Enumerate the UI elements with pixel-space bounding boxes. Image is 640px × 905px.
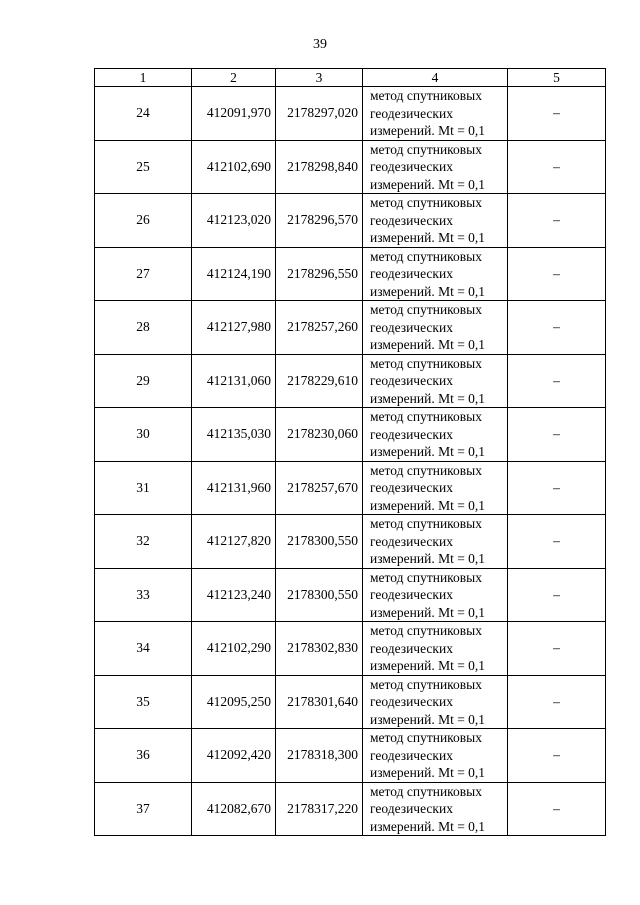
method-text-line: геодезических <box>370 319 453 335</box>
method-cell <box>363 568 508 622</box>
method-cell <box>363 461 508 515</box>
method-text-line: геодезических <box>370 426 453 442</box>
x-coordinate-cell: 412092,420 <box>192 729 276 783</box>
method-text-line: измерений. Mt = 0,1 <box>370 818 486 834</box>
x-coordinate-cell: 412127,980 <box>192 301 276 355</box>
note-cell: – <box>508 408 606 462</box>
point-number-cell: 33 <box>95 568 192 622</box>
x-coordinate-cell: 412082,670 <box>192 782 276 836</box>
method-cell <box>363 729 508 783</box>
point-number-cell: 32 <box>95 515 192 569</box>
table-row <box>95 729 606 783</box>
y-coordinate-cell: 2178257,260 <box>276 301 363 355</box>
table-row <box>95 622 606 676</box>
method-text-line: геодезических <box>370 694 453 709</box>
table-row <box>95 515 606 569</box>
point-number-cell: 30 <box>95 408 192 462</box>
table-row <box>95 301 606 355</box>
method-text-line: метод спутниковых <box>370 516 482 531</box>
x-coordinate-cell: 412124,190 <box>192 247 276 301</box>
method-cell <box>363 354 508 408</box>
method-text-line: метод спутниковых <box>370 88 482 103</box>
method-cell <box>363 622 508 676</box>
method-text-line: метод спутниковых <box>370 676 482 692</box>
point-number-cell: 36 <box>95 729 192 783</box>
y-coordinate-cell: 2178257,670 <box>276 461 363 515</box>
table-row <box>95 140 606 194</box>
method-text-line: геодезических <box>370 587 453 602</box>
y-coordinate-cell: 2178230,060 <box>276 408 363 462</box>
coordinates-table <box>94 68 606 836</box>
method-text-line: измерений. Mt = 0,1 <box>370 551 486 566</box>
table-row <box>95 87 606 141</box>
method-text-line: измерений. Mt = 0,1 <box>370 230 486 245</box>
y-coordinate-cell: 2178296,570 <box>276 194 363 248</box>
method-text-line: измерений. Mt = 0,1 <box>370 123 486 138</box>
method-text-line: метод спутниковых <box>370 355 482 371</box>
y-coordinate-cell: 2178317,220 <box>276 782 363 836</box>
method-text-line: измерений. Mt = 0,1 <box>370 658 486 673</box>
method-text-line: метод спутниковых <box>370 569 482 585</box>
y-coordinate-cell: 2178298,840 <box>276 140 363 194</box>
point-number-cell: 31 <box>95 461 192 515</box>
method-cell <box>363 194 508 248</box>
method-cell <box>363 140 508 194</box>
note-cell: – <box>508 140 606 194</box>
method-cell <box>363 782 508 836</box>
method-text-line: метод спутниковых <box>370 783 482 799</box>
table-row <box>95 675 606 729</box>
table-row <box>95 782 606 836</box>
note-cell: – <box>508 354 606 408</box>
note-cell: – <box>508 247 606 301</box>
method-text-line: измерений. Mt = 0,1 <box>370 711 486 727</box>
note-cell: – <box>508 515 606 569</box>
note-cell: – <box>508 194 606 248</box>
note-cell: – <box>508 87 606 141</box>
method-text-line: геодезических <box>370 533 453 549</box>
column-header-4: 4 <box>363 69 508 87</box>
method-text-line: измерений. Mt = 0,1 <box>370 390 486 406</box>
method-text-line: измерений. Mt = 0,1 <box>370 176 486 192</box>
method-text-line: измерений. Mt = 0,1 <box>370 444 486 459</box>
y-coordinate-cell: 2178297,020 <box>276 87 363 141</box>
note-cell: – <box>508 568 606 622</box>
page-number: 39 <box>313 37 327 52</box>
x-coordinate-cell: 412131,060 <box>192 354 276 408</box>
table-row <box>95 194 606 248</box>
point-number-cell: 26 <box>95 194 192 248</box>
table-row <box>95 461 606 515</box>
y-coordinate-cell: 2178296,550 <box>276 247 363 301</box>
point-number-cell: 25 <box>95 140 192 194</box>
method-text-line: геодезических <box>370 266 453 281</box>
method-text-line: геодезических <box>370 105 453 121</box>
y-coordinate-cell: 2178301,640 <box>276 675 363 729</box>
note-cell: – <box>508 729 606 783</box>
note-cell: – <box>508 622 606 676</box>
method-text-line: геодезических <box>370 373 453 388</box>
method-text-line: метод спутниковых <box>370 195 482 210</box>
y-coordinate-cell: 2178302,830 <box>276 622 363 676</box>
method-text-line: геодезических <box>370 747 453 763</box>
column-header-5: 5 <box>508 69 606 87</box>
note-cell: – <box>508 301 606 355</box>
column-header-2: 2 <box>192 69 276 87</box>
x-coordinate-cell: 412091,970 <box>192 87 276 141</box>
method-cell <box>363 301 508 355</box>
point-number-cell: 24 <box>95 87 192 141</box>
method-text-line: метод спутниковых <box>370 730 482 745</box>
y-coordinate-cell: 2178229,610 <box>276 354 363 408</box>
table-header-row <box>95 69 606 87</box>
method-text-line: метод спутниковых <box>370 462 482 478</box>
method-cell <box>363 247 508 301</box>
table-row <box>95 408 606 462</box>
method-text-line: геодезических <box>370 159 453 174</box>
method-cell <box>363 675 508 729</box>
method-text-line: метод спутниковых <box>370 248 482 264</box>
method-text-line: метод спутниковых <box>370 302 482 317</box>
table-row <box>95 568 606 622</box>
method-text-line: геодезических <box>370 480 453 495</box>
x-coordinate-cell: 412135,030 <box>192 408 276 462</box>
x-coordinate-cell: 412123,020 <box>192 194 276 248</box>
table-row <box>95 247 606 301</box>
coordinates-table-body <box>95 69 606 836</box>
y-coordinate-cell: 2178300,550 <box>276 568 363 622</box>
method-text-line: метод спутниковых <box>370 409 482 424</box>
point-number-cell: 29 <box>95 354 192 408</box>
method-text-line: измерений. Mt = 0,1 <box>370 497 486 513</box>
method-text-line: метод спутниковых <box>370 623 482 638</box>
method-cell <box>363 515 508 569</box>
method-text-line: измерений. Mt = 0,1 <box>370 765 486 780</box>
y-coordinate-cell: 2178318,300 <box>276 729 363 783</box>
note-cell: – <box>508 675 606 729</box>
method-text-line: геодезических <box>370 801 453 816</box>
x-coordinate-cell: 412127,820 <box>192 515 276 569</box>
x-coordinate-cell: 412131,960 <box>192 461 276 515</box>
column-header-1: 1 <box>95 69 192 87</box>
point-number-cell: 28 <box>95 301 192 355</box>
point-number-cell: 34 <box>95 622 192 676</box>
x-coordinate-cell: 412102,290 <box>192 622 276 676</box>
x-coordinate-cell: 412123,240 <box>192 568 276 622</box>
method-text-line: измерений. Mt = 0,1 <box>370 337 486 352</box>
method-text-line: геодезических <box>370 640 453 656</box>
method-cell <box>363 87 508 141</box>
point-number-cell: 37 <box>95 782 192 836</box>
method-text-line: измерений. Mt = 0,1 <box>370 604 486 620</box>
method-text-line: измерений. Mt = 0,1 <box>370 283 486 299</box>
method-text-line: метод спутниковых <box>370 141 482 157</box>
y-coordinate-cell: 2178300,550 <box>276 515 363 569</box>
method-cell <box>363 408 508 462</box>
column-header-3: 3 <box>276 69 363 87</box>
point-number-cell: 35 <box>95 675 192 729</box>
note-cell: – <box>508 461 606 515</box>
table-row <box>95 354 606 408</box>
note-cell: – <box>508 782 606 836</box>
x-coordinate-cell: 412095,250 <box>192 675 276 729</box>
x-coordinate-cell: 412102,690 <box>192 140 276 194</box>
method-text-line: геодезических <box>370 212 453 228</box>
point-number-cell: 27 <box>95 247 192 301</box>
